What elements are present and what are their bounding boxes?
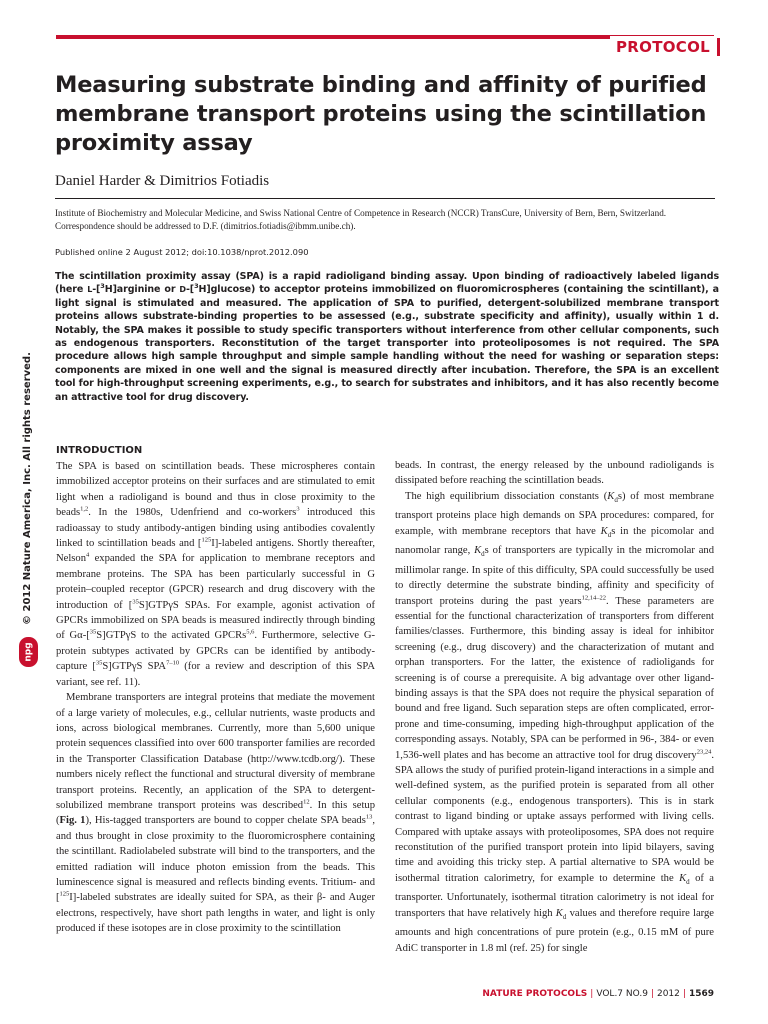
- affiliation: [55, 207, 720, 233]
- footer-volume: VOL.7 NO.9: [596, 989, 648, 999]
- page-footer: NATURE PROTOCOLS | VOL.7 NO.9 | 2012 | 1569: [482, 989, 714, 999]
- correspondence-line: Correspondence should be addressed to D.F. (dimitrios.fotiadis@ibmm.unibe.ch).: [55, 221, 356, 231]
- copyright-notice: © 2012 Nature America, Inc. All rights reserved.: [22, 352, 33, 625]
- affiliation-line: Institute of Biochemistry and Molecular Medicine, and Swiss National Centre of Competence in Research (NCCR) TransCure, University of Bern, Bern, Switzerland.: [55, 208, 667, 218]
- publication-info: Published online 2 August 2012; doi:10.1038/nprot.2012.090: [55, 247, 309, 257]
- paragraph: Membrane transporters are integral proteins that mediate the movement of a large variety of molecules, e.g., cellular nutrients, waste products and ions, across biological membranes. Currently, more than 5,600 unique protein sequences classified into over 600 transporter families are recorded in the Transporter Classification Database (http://www.tcdb.org/). These numbers nicely reflect the functional and structural diversity of membrane transport proteins. Recently, an application of the SPA to detergent-solubilized membrane transport proteins was described$^{12}$. In this setup (Fig. 1), His-tagged transporters are bound to copper chelate SPA beads$^{13}$, and thus brought in close proximity to the fluoromicrosphere containing the scintillant. Radiolabeled substrate will bind to the transporters, and the emitted radiation will induce photon emission from the beads. This luminescence signal is measured and reflects binding events. Tritium- and [$^{125}$I]-labeled substrates are ideally suited for SPA, as their β- and Auger electrons, respectively, have short path lengths in water, and light is only produced if these isotopes are in close proximity to the scintillation: [56, 692, 375, 935]
- article-authors: Daniel Harder & Dimitrios Fotiadis: [55, 173, 270, 189]
- abstract: The scintillation proximity assay (SPA) is a rapid radioligand binding assay. Upon binding of radioactively labeled ligands (here L-[$^3$H]arginine or D-[$^3$H]glucose) to acceptor proteins immobilized on fluoromicrospheres (containing the scintillant), a light signal is stimulated and measured. The application of SPA to purified, detergent-solubilized membrane transport proteins allows substrate-binding properties to be assessed (e.g., substrate specificity and affinity), usually within 1 d. Notably, the SPA makes it possible to study specific transporters without interference from other cellular components, such as endogenous transporters. Reconstitution of the target transporter into proteoliposomes is not required. The SPA procedure allows high sample throughput and simple sample handling without the need for washing or separation steps: components are mixed in one well and the signal is measured directly after incubation. Therefore, the SPA is an excellent tool for high-throughput screening experiments, e.g., to search for substrates and inhibitors, and it has also recently become an attractive tool for drug discovery.: [55, 271, 719, 403]
- section-label: PROTOCOL: [610, 36, 714, 58]
- footer-page-number: 1569: [688, 989, 714, 999]
- footer-year: 2012: [656, 989, 680, 999]
- npg-logo: npg: [19, 637, 38, 667]
- body-column-left: [56, 444, 375, 937]
- section-label-bar: [717, 38, 720, 56]
- article-title: Measuring substrate binding and affinity of purified membrane transport proteins using the scintillation proximity assay: [55, 72, 707, 156]
- footer-journal: NATURE PROTOCOLS: [482, 989, 588, 999]
- paragraph: The SPA is based on scintillation beads. These microspheres contain immobilized acceptor proteins on their surfaces and are stimulated to emit light when a radioligand is bound and thus in close proximity to the beads$^{1,2}$. In the 1980s, Udenfriend and co-workers$^3$ introduced this radioassay to study antibody-antigen binding using antibodies covalently linked to scintillation beads and [$^{125}$I]-labeled antigens. Shortly thereafter, Nelson$^4$ expanded the SPA for application to membrane receptors and membrane proteins. The SPA has been particularly successful in G protein–coupled receptor (GPCR) research and drug discovery with the introduction of [$^{35}$S]GTPγS SPAs. For example, agonist activation of GPCRs immobilized on SPA beads is measured indirectly through binding of Gα-[$^{35}$S]GTPγS to the activated GPCRs$^{5,6}$. Furthermore, selective G-protein subtypes activated by GPCRs can be identified by antibody-capture [$^{35}$S]GTPγS SPA$^{7-10}$ (for a review and description of this SPA variant, see ref. 11).: [56, 461, 376, 688]
- section-heading-introduction: INTRODUCTION: [56, 445, 143, 456]
- paragraph: beads. In contrast, the energy released by the unbound radioligands is dissipated before reaching the scintillation beads.: [395, 460, 714, 487]
- paragraph: The high equilibrium dissociation constants $(K_ds)$ of most membrane transport proteins place high demands on SPA procedures: compared, for example, with membrane receptors that have $K_ds$ in the picomolar and nanomolar range, $K_ds$ of transporters are typically in the micromolar and millimolar range. In spite of this difficulty, SPA could successfully be used to directly determine the substrate binding, affinity and specificity of transport proteins during the past years$^{12,14-22}$. These parameters are essential for the functional characterization of transporters from different families/classes. Furthermore, this binding assay is ideal for inhibitor screening (e.g., drug discovery) and the characterization of mutant and orphan transporters. For the latter, the existence of radioligands for screening is of course a prerequisite. A big advantage over other ligand-binding assays is that the SPA does not require the physical separation of bound and free ligand. Such separation steps are often complicated, error-prone and time-consuming, impeding high-throughput application of the corresponding assays. Notably, SPA can be performed in 96-, 384- or even 1,536-well plates and has become an attractive tool for drug discovery$^{23,24}$. SPA allows the study of purified protein-ligand interactions in a simple and well-defined system, as the purified protein is separated from all other cellular components (e.g., endogenous transporters). This is in stark contrast to ligand binding or uptake assays performed with living cells. Compared with uptake assays with proteoliposomes, SPA does not require reconstitution of the purified transport protein into lipid bilayers, saving time and avoiding this tricky step. A partial alternative to SPA would be isothermal titration calorimetry, for example to determine the $K_d$ of a transporter. Unfortunately, isothermal titration calorimetry is not ideal for transporters that have relatively high $K_d$ values and therefore require large amounts and high concentrations of pure protein (e.g., 0.15 mM of pure AdiC transporter in 1.8 ml (ref. 25) for single: [395, 490, 715, 954]
- body-column-right: [395, 458, 714, 956]
- authors-rule: [55, 198, 715, 199]
